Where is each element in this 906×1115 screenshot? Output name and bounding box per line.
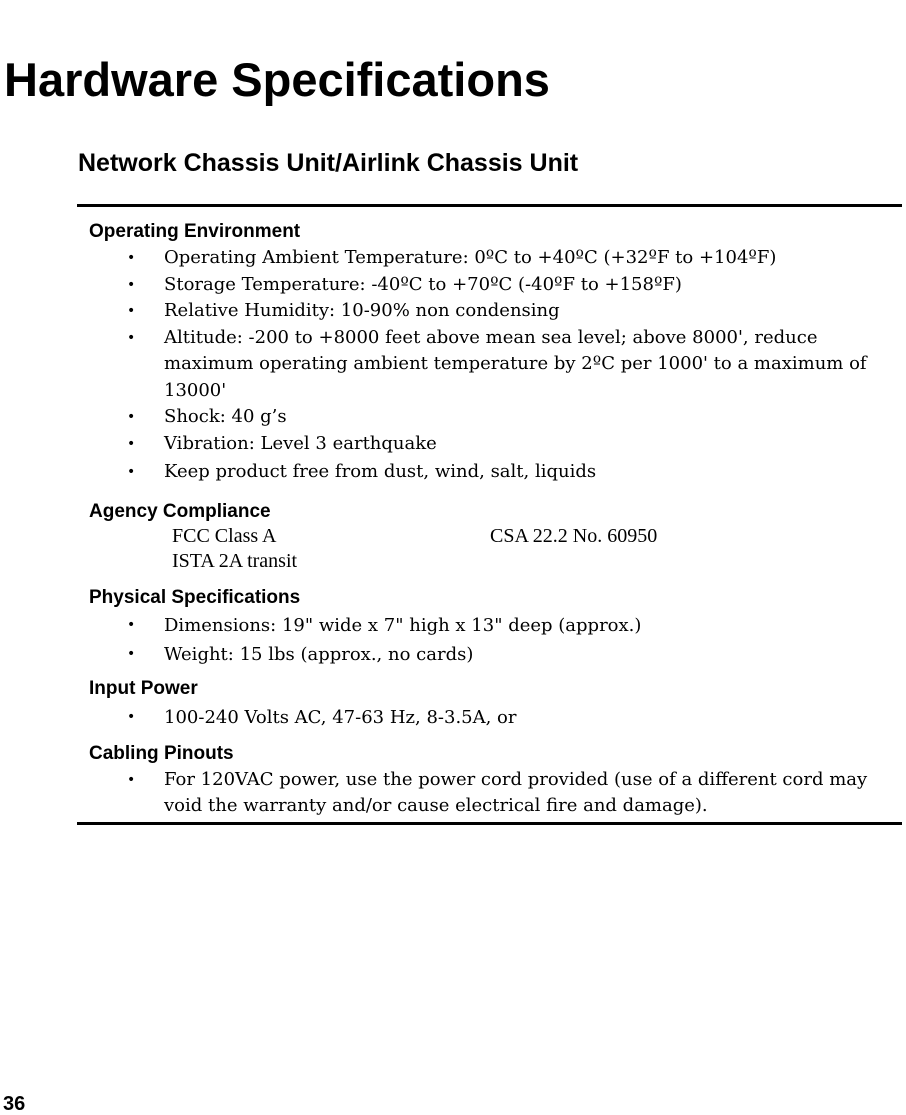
list-item-text: Storage Temperature: -40ºC to +70ºC (-40ºF to +158ºF) <box>164 273 682 295</box>
operating-environment-list <box>89 245 889 486</box>
list-item-text: Altitude: -200 to +8000 feet above mean sea level; above 8000', reduce maximum operating ambient temperature by 2ºC per 1000' to a maximum of 13000' <box>164 326 867 401</box>
list-item <box>89 611 889 640</box>
bullet-icon: • <box>127 329 136 346</box>
bullet-icon: • <box>127 771 136 788</box>
list-item <box>89 767 889 820</box>
list-item <box>89 640 889 669</box>
list-item-text: 100-240 Volts AC, 47-63 Hz, 8-3.5A, or <box>164 706 517 728</box>
page-number: 36 <box>3 1093 26 1115</box>
cabling-pinouts-heading: Cabling Pinouts <box>89 742 234 764</box>
operating-environment-group <box>89 220 889 486</box>
top-rule <box>77 204 902 207</box>
spec-table <box>89 220 889 820</box>
input-power-group <box>89 677 889 732</box>
bottom-rule <box>77 822 902 825</box>
bullet-icon: • <box>127 616 136 633</box>
operating-environment-heading: Operating Environment <box>89 221 301 242</box>
bullet-icon: • <box>127 303 136 319</box>
list-item-text: Vibration: Level 3 earthquake <box>164 432 437 454</box>
bullet-icon: • <box>127 464 136 480</box>
bullet-icon: • <box>127 645 136 662</box>
list-item-text: For 120VAC power, use the power cord provided (use of a different cord may void the warranty and/or cause electrical fire and damage). <box>164 768 868 816</box>
bullet-icon: • <box>127 250 136 266</box>
compliance-entry: CSA 22.2 No. 60950 <box>490 524 658 547</box>
cabling-pinouts-group <box>89 742 889 820</box>
input-power-heading: Input Power <box>89 677 198 699</box>
list-item-text: Keep product free from dust, wind, salt, liquids <box>164 461 597 482</box>
list-item <box>89 459 889 486</box>
list-item-text: Relative Humidity: 10-90% non condensing <box>164 300 560 321</box>
list-item <box>89 298 889 325</box>
input-power-list <box>89 703 889 732</box>
list-item-text: Shock: 40 g’s <box>164 406 287 427</box>
agency-compliance-grid <box>89 524 889 574</box>
list-item <box>89 245 889 272</box>
bullet-icon: • <box>127 435 136 452</box>
bullet-icon: • <box>127 708 136 725</box>
list-item-text: Operating Ambient Temperature: 0ºC to +40ºC (+32ºF to +104ºF) <box>164 247 777 268</box>
list-item <box>89 404 889 431</box>
list-item <box>89 272 889 299</box>
physical-specifications-list <box>89 611 889 669</box>
physical-specifications-heading: Physical Specifications <box>89 586 301 608</box>
cabling-pinouts-list <box>89 767 889 820</box>
agency-compliance-group <box>89 500 889 574</box>
section-title: Network Chassis Unit/Airlink Chassis Unit <box>78 149 579 177</box>
compliance-entry: FCC Class A <box>172 524 277 547</box>
bullet-icon: • <box>127 276 136 293</box>
bullet-icon: • <box>127 409 136 425</box>
list-item-text: Dimensions: 19" wide x 7" high x 13" deep (approx.) <box>164 614 642 636</box>
list-item <box>89 431 889 458</box>
list-item <box>89 703 889 732</box>
compliance-entry: ISTA 2A transit <box>172 549 298 572</box>
page-title: Hardware Specifications <box>4 53 550 106</box>
physical-specifications-group <box>89 586 889 669</box>
agency-compliance-heading: Agency Compliance <box>89 500 271 522</box>
list-item <box>89 325 889 405</box>
list-item-text: Weight: 15 lbs (approx., no cards) <box>164 643 474 665</box>
